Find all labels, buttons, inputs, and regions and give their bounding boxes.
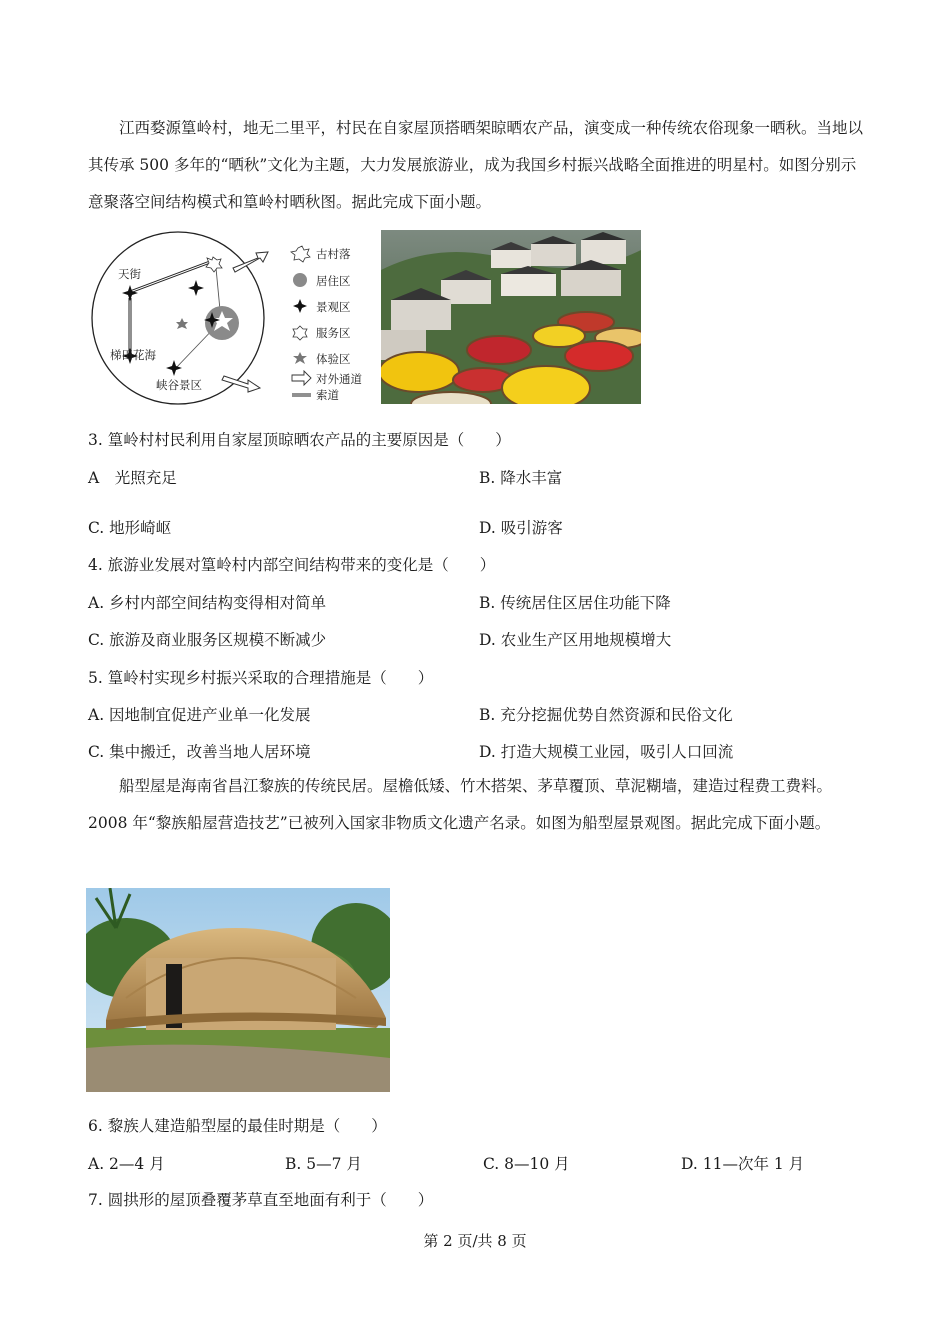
label-tianjie: 天街 [118,267,141,281]
question-6-stem: 6. 黎族人建造船型屋的最佳时期是（ ） [88,1117,387,1135]
q3-option-b[interactable]: B. 降水丰富 [479,469,563,487]
label-titian: 梯田花海 [110,348,156,362]
legend-old-village: 古村落 [316,247,351,261]
q5-option-c[interactable]: C. 集中搬迁，改善当地人居环境 [88,743,311,761]
legend-service: 服务区 [316,326,351,340]
q3-option-a[interactable]: A 光照充足 [88,469,177,487]
passage-1: 江西婺源篁岭村，地无二里平，村民在自家屋顶搭晒架晾晒农产品，演变成一种传统农俗现象一晒秋。当地以其传承 500 多年的“晒秋”文化为主题，大力发展旅游业，成为我国乡村振兴战略全面推进的明星村。如图分别示意聚落空间结构模式和篁岭村晒秋图。据此完成下面小题。 [88,119,864,211]
q6-option-b[interactable]: B. 5—7 月 [285,1155,362,1173]
q3-option-d[interactable]: D. 吸引游客 [479,519,563,537]
question-3-stem: 3. 篁岭村村民利用自家屋顶晾晒农产品的主要原因是（ ） [88,431,511,449]
page-footer: 第 2 页/共 8 页 [423,1232,527,1250]
legend-experience: 体验区 [316,352,351,366]
q5-option-a[interactable]: A. 因地制宜促进产业单一化发展 [88,706,311,724]
boat-house-photo [86,888,390,1092]
q3-option-c[interactable]: C. 地形崎岖 [88,519,172,537]
q6-option-a[interactable]: A. 2—4 月 [88,1155,165,1173]
q4-option-b[interactable]: B. 传统居住区居住功能下降 [479,594,671,612]
q4-option-c[interactable]: C. 旅游及商业服务区规模不断减少 [88,631,327,649]
legend-channel: 对外通道 [316,372,362,386]
q5-option-b[interactable]: B. 充分挖掘优势自然资源和民俗文化 [479,706,733,724]
question-4-stem: 4. 旅游业发展对篁岭村内部空间结构带来的变化是（ ） [88,556,496,574]
q6-option-d[interactable]: D. 11—次年 1 月 [681,1155,805,1173]
question-7-stem: 7. 圆拱形的屋顶叠覆茅草直至地面有利于（ ） [88,1191,434,1209]
legend-scenic: 景观区 [316,300,351,314]
q6-option-c[interactable]: C. 8—10 月 [483,1155,570,1173]
passage-2: 船型屋是海南省昌江黎族的传统民居。屋檐低矮、竹木搭架、茅草覆顶、草泥糊墙，建造过程费工费料。2008 年“黎族船屋营造技艺”已被列入国家非物质文化遗产名录。如图为船型屋景观图。据此完成下面小题。 [88,777,833,832]
legend-cableway: 索道 [316,388,339,402]
settlement-structure-diagram [88,228,368,406]
q4-option-a[interactable]: A. 乡村内部空间结构变得相对简单 [88,594,327,612]
drying-autumn-photo [381,230,641,404]
question-5-stem: 5. 篁岭村实现乡村振兴采取的合理措施是（ ） [88,669,434,687]
legend-residential: 居住区 [316,274,351,288]
q5-option-d[interactable]: D. 打造大规模工业园，吸引人口回流 [479,743,734,761]
diagram-legend [291,246,362,402]
q4-option-d[interactable]: D. 农业生产区用地规模增大 [479,631,672,649]
label-xiagu: 峡谷景区 [156,378,202,392]
